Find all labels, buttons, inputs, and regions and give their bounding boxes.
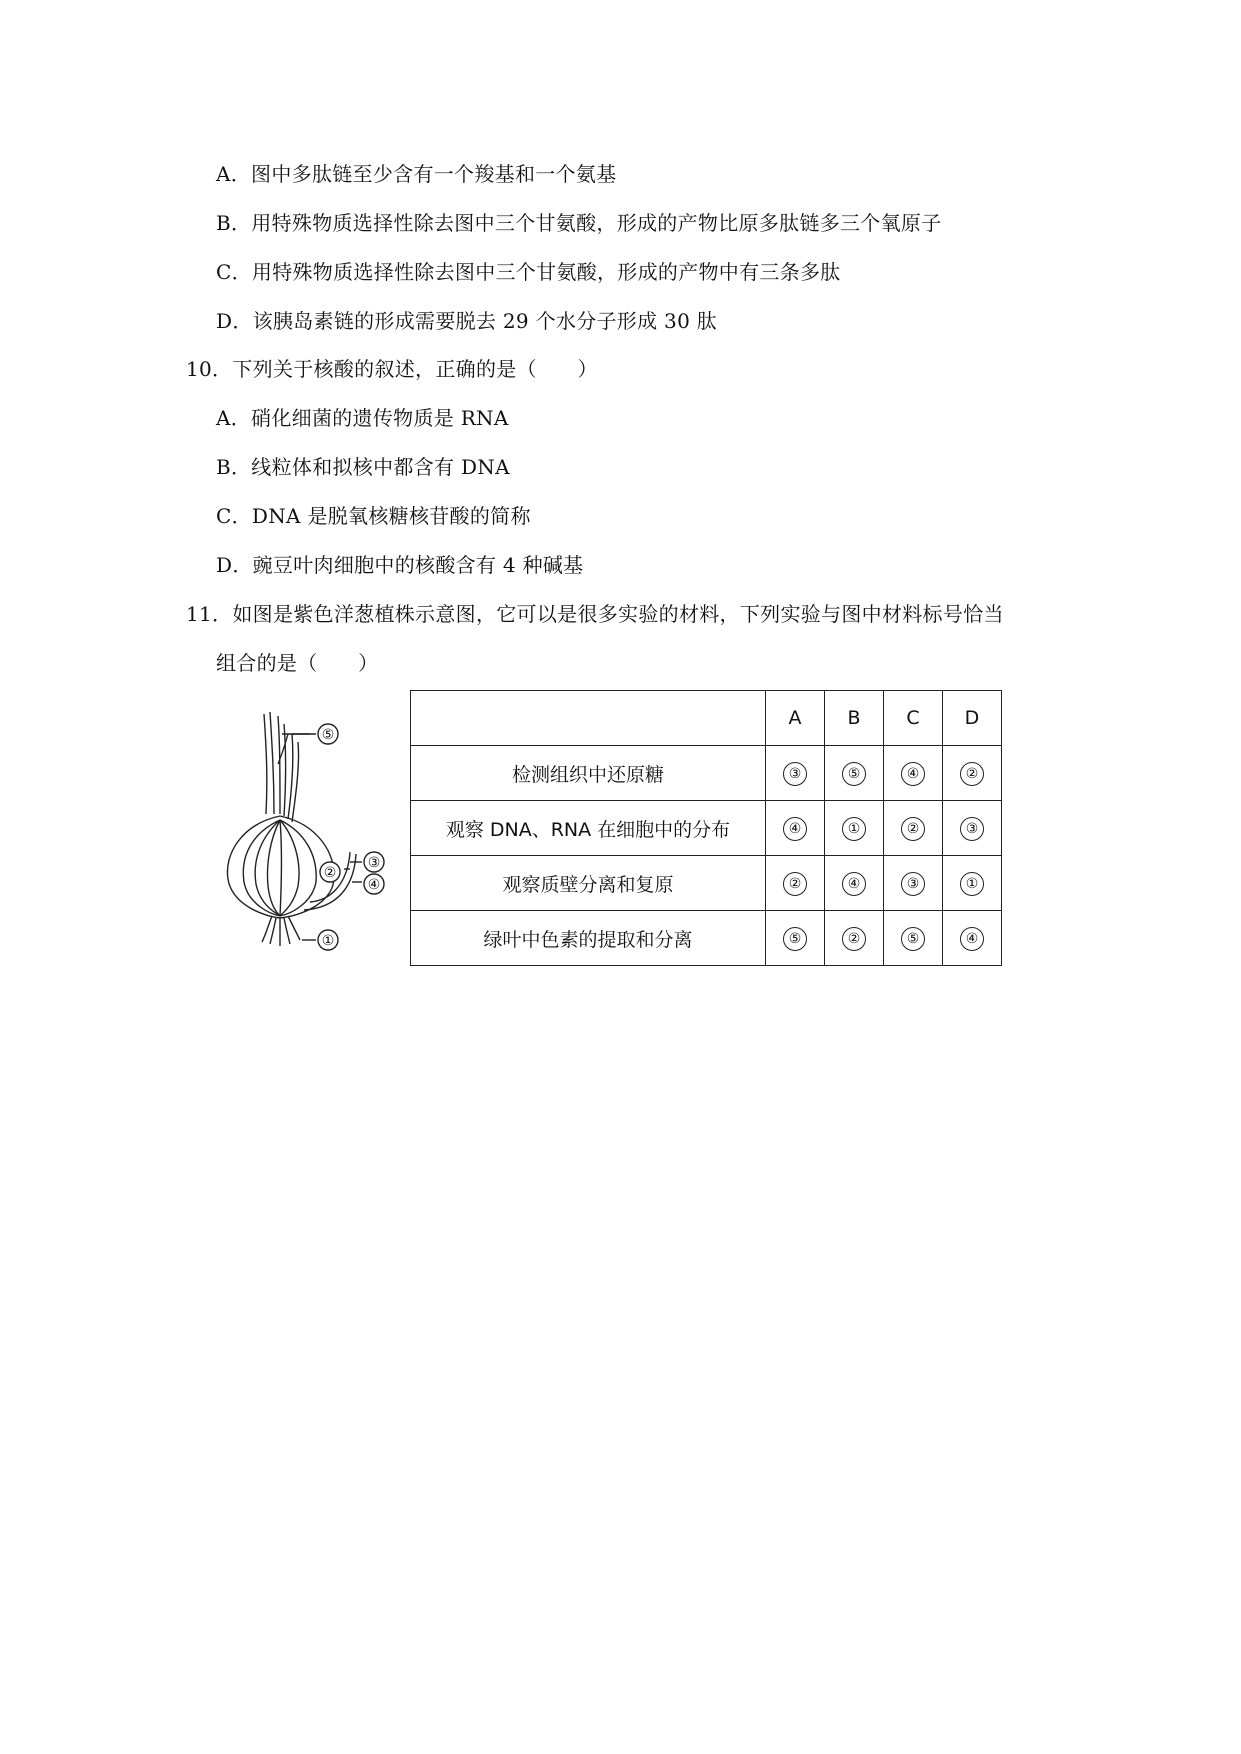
answer-a: ② <box>783 872 807 896</box>
table-row <box>411 801 1002 856</box>
experiment-cell: 观察质壁分离和复原 <box>411 856 766 911</box>
answer-cell <box>884 746 943 801</box>
answer-a: ④ <box>783 817 807 841</box>
experiment-cell: 观察 DNA、RNA 在细胞中的分布 <box>411 801 766 856</box>
answer-d: ② <box>960 762 984 786</box>
answer-d: ④ <box>960 927 984 951</box>
answer-cell <box>943 746 1002 801</box>
answer-c: ② <box>901 817 925 841</box>
answer-cell <box>766 856 825 911</box>
answer-cell <box>943 856 1002 911</box>
figure-label-3: ③ <box>367 855 381 871</box>
answer-cell <box>766 911 825 966</box>
header-a: A <box>766 691 825 746</box>
header-b: B <box>825 691 884 746</box>
q9-option-b: B．用特殊物质选择性除去图中三个甘氨酸，形成的产物比原多肽链多三个氧原子 <box>216 211 942 235</box>
onion-plant-figure <box>222 704 402 954</box>
table-header-row <box>411 691 1002 746</box>
q11-stem-line1: 11．如图是紫色洋葱植株示意图，它可以是很多实验的材料，下列实验与图中材料标号恰当 <box>186 602 1004 626</box>
q10-option-b: B．线粒体和拟核中都含有 DNA <box>216 455 510 479</box>
answer-a: ③ <box>783 762 807 786</box>
answer-cell <box>884 856 943 911</box>
q9-option-c: C．用特殊物质选择性除去图中三个甘氨酸，形成的产物中有三条多肽 <box>216 260 841 284</box>
figure-label-4: ④ <box>367 877 381 893</box>
header-d: D <box>943 691 1002 746</box>
answer-b: ② <box>842 927 866 951</box>
q9-option-d: D．该胰岛素链的形成需要脱去 29 个水分子形成 30 肽 <box>216 309 718 333</box>
answer-cell <box>825 801 884 856</box>
q10-option-c: C．DNA 是脱氧核糖核苷酸的简称 <box>216 504 531 528</box>
header-blank <box>411 691 766 746</box>
answer-cell <box>825 746 884 801</box>
q10-option-a: A．硝化细菌的遗传物质是 RNA <box>216 406 509 430</box>
answer-a: ⑤ <box>783 927 807 951</box>
q10-stem: 10．下列关于核酸的叙述，正确的是（ ） <box>186 357 598 381</box>
figure-label-5: ⑤ <box>321 727 335 743</box>
q10-option-d: D．豌豆叶肉细胞中的核酸含有 4 种碱基 <box>216 553 584 577</box>
answer-cell <box>825 856 884 911</box>
experiment-table <box>410 690 1002 966</box>
answer-cell <box>766 746 825 801</box>
answer-d: ① <box>960 872 984 896</box>
answer-c: ③ <box>901 872 925 896</box>
header-c: C <box>884 691 943 746</box>
answer-c: ⑤ <box>901 927 925 951</box>
experiment-cell: 检测组织中还原糖 <box>411 746 766 801</box>
answer-cell <box>825 911 884 966</box>
answer-d: ③ <box>960 817 984 841</box>
answer-cell <box>884 801 943 856</box>
figure-label-1: ① <box>321 933 335 949</box>
answer-b: ④ <box>842 872 866 896</box>
answer-b: ① <box>842 817 866 841</box>
experiment-cell: 绿叶中色素的提取和分离 <box>411 911 766 966</box>
answer-cell <box>884 911 943 966</box>
figure-label-2: ② <box>323 865 337 881</box>
answer-cell <box>766 801 825 856</box>
table-row <box>411 911 1002 966</box>
answer-c: ④ <box>901 762 925 786</box>
answer-cell <box>943 801 1002 856</box>
table-row <box>411 746 1002 801</box>
q9-option-a: A．图中多肽链至少含有一个羧基和一个氨基 <box>216 162 617 186</box>
answer-b: ⑤ <box>842 762 866 786</box>
q11-stem-line2: 组合的是（ ） <box>216 651 379 675</box>
table-row <box>411 856 1002 911</box>
answer-cell <box>943 911 1002 966</box>
